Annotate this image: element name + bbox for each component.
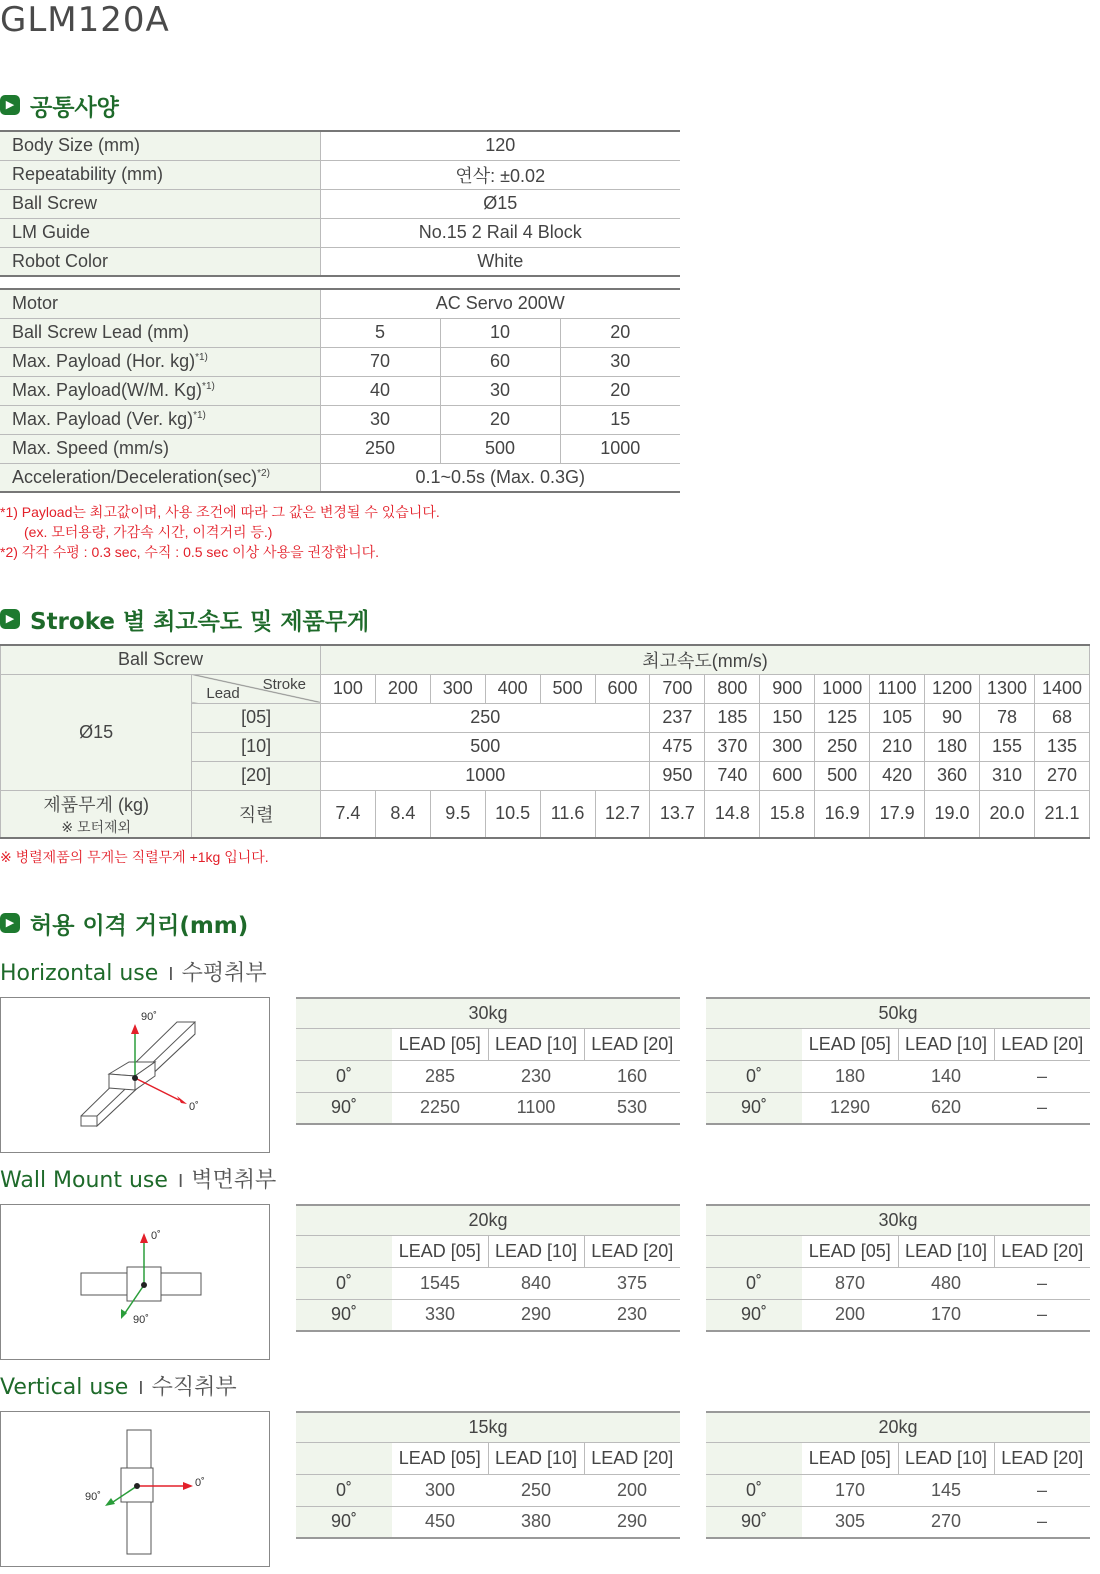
angle-90-label: 90˚: [133, 1314, 149, 1326]
stroke-value: 500: [540, 674, 595, 703]
weight-type: 직렬: [192, 790, 321, 838]
weight-value: 11.6: [540, 790, 595, 838]
speed-value: 68: [1034, 703, 1089, 732]
distance-value: 290: [488, 1299, 584, 1331]
angle-row: [296, 1506, 680, 1538]
spec-value: 30: [560, 347, 680, 376]
weight-value: 20.0: [980, 790, 1035, 838]
stroke-value: 400: [485, 674, 540, 703]
load-value: 30kg: [296, 998, 680, 1028]
use-subtitle: [0, 956, 267, 987]
lead-header: LEAD [10]: [488, 1442, 584, 1474]
blank-corner: [296, 1235, 392, 1267]
spec-label: [0, 347, 320, 376]
angle-90-label: 90˚: [141, 1011, 157, 1023]
spec-notes: [0, 502, 440, 562]
lead-header-row: [296, 1442, 680, 1474]
horizontal-use-diagram: [0, 997, 270, 1153]
footnote-ref: *1): [193, 410, 206, 421]
speed-value: 270: [1034, 761, 1089, 790]
offset-distance-table: [706, 1204, 1090, 1332]
distance-value: 140: [898, 1060, 994, 1092]
offset-distance-table: [296, 1204, 680, 1332]
lead-axis-label: Lead: [206, 684, 240, 702]
merged-speed: 1000: [320, 761, 649, 790]
speed-value: 950: [650, 761, 705, 790]
weight-sub-text: ※ 모터제외: [61, 818, 132, 835]
spec-value: 500: [440, 434, 560, 463]
distance-value: 480: [898, 1267, 994, 1299]
stroke-value: 1400: [1034, 674, 1089, 703]
speed-value: 420: [870, 761, 925, 790]
distance-value: –: [994, 1474, 1090, 1506]
stroke-axis-label: Stroke: [262, 675, 306, 693]
lead-header: LEAD [20]: [584, 1235, 680, 1267]
lead-header-row: [296, 1235, 680, 1267]
spec-label: Robot Color: [0, 247, 320, 276]
speed-value: 105: [870, 703, 925, 732]
angle-row: [706, 1506, 1090, 1538]
speed-value: 135: [1034, 732, 1089, 761]
stroke-value: 900: [760, 674, 815, 703]
distance-value: 290: [584, 1506, 680, 1538]
stroke-value: 800: [705, 674, 760, 703]
distance-value: 270: [898, 1506, 994, 1538]
stroke-header-row: [1, 645, 1090, 674]
angle-row: [296, 1267, 680, 1299]
lead-header: LEAD [05]: [802, 1442, 898, 1474]
lead-header: LEAD [10]: [488, 1028, 584, 1060]
speed-value: 600: [760, 761, 815, 790]
weight-value: 14.8: [705, 790, 760, 838]
angle-label: 90˚: [706, 1092, 802, 1124]
weight-value: 12.7: [595, 790, 650, 838]
note-2: *2) 각각 수평 : 0.3 sec, 수직 : 0.5 sec 이상 사용을 권장합니다.: [0, 544, 380, 560]
stroke-value: 300: [430, 674, 485, 703]
spec-value: 60: [440, 347, 560, 376]
vertical-use-diagram: [0, 1411, 270, 1567]
spec-value: 30: [440, 376, 560, 405]
stroke-value: 100: [320, 674, 375, 703]
spec-value: 70: [320, 347, 440, 376]
weight-value: 16.9: [815, 790, 870, 838]
use-name-kr: 수직취부: [151, 1375, 237, 1400]
distance-value: 450: [392, 1506, 488, 1538]
separator: I: [177, 1171, 184, 1192]
spec-label: LM Guide: [0, 218, 320, 247]
offset-distance-table: [296, 1411, 680, 1539]
spec-value: 30: [320, 405, 440, 434]
blank-corner: [296, 1442, 392, 1474]
distance-value: 1290: [802, 1092, 898, 1124]
stroke-value: 1300: [980, 674, 1035, 703]
distance-value: 375: [584, 1267, 680, 1299]
distance-value: 145: [898, 1474, 994, 1506]
stroke-value: 1100: [870, 674, 925, 703]
weight-value: 15.8: [760, 790, 815, 838]
angle-90-label: 90˚: [85, 1491, 101, 1503]
speed-value: 125: [815, 703, 870, 732]
speed-value: 155: [980, 732, 1035, 761]
lead-value: [05]: [192, 703, 321, 732]
spec-row-accel: [0, 463, 680, 492]
blank-corner: [296, 1028, 392, 1060]
distance-value: 870: [802, 1267, 898, 1299]
angle-0-label: 0˚: [151, 1230, 161, 1242]
weight-value: 19.0: [925, 790, 980, 838]
section-common-header: [0, 90, 119, 120]
spec-value: 20: [560, 318, 680, 347]
lead-header: LEAD [05]: [802, 1235, 898, 1267]
angle-label: 0˚: [706, 1060, 802, 1092]
offset-distance-table: [706, 1411, 1090, 1539]
spec-value: No.15 2 Rail 4 Block: [320, 218, 680, 247]
spec-value: 40: [320, 376, 440, 405]
load-header-row: [296, 998, 680, 1028]
lead-header: LEAD [05]: [802, 1028, 898, 1060]
weight-value: 7.4: [320, 790, 375, 838]
stroke-value: 1000: [815, 674, 870, 703]
angle-0-label: 0˚: [195, 1477, 205, 1489]
distance-value: 285: [392, 1060, 488, 1092]
footnote-ref: *1): [195, 352, 208, 363]
ballscrew-diameter: Ø15: [1, 674, 192, 790]
angle-row: [706, 1474, 1090, 1506]
distance-value: 1100: [488, 1092, 584, 1124]
spec-label: [0, 434, 320, 463]
speed-value: 740: [705, 761, 760, 790]
note-1-example: (ex. 모터용량, 가감속 시간, 이격거리 등.): [24, 524, 273, 540]
merged-speed: 250: [320, 703, 649, 732]
distance-value: 180: [802, 1060, 898, 1092]
distance-value: 170: [898, 1299, 994, 1331]
section-title: 공통사양: [30, 94, 119, 121]
load-value: 20kg: [706, 1412, 1090, 1442]
distance-value: 300: [392, 1474, 488, 1506]
distance-value: –: [994, 1092, 1090, 1124]
lead-header: LEAD [20]: [994, 1442, 1090, 1474]
stroke-value: 1200: [925, 674, 980, 703]
distance-value: –: [994, 1060, 1090, 1092]
spec-label-text: Max. Payload (Ver. kg): [12, 409, 194, 429]
stroke-note: ※ 병렬제품의 무게는 직렬무게 +1kg 입니다.: [0, 849, 269, 865]
spec-label-text: Acceleration/Deceleration(sec): [12, 466, 258, 487]
weight-value: 21.1: [1034, 790, 1089, 838]
load-header-row: [296, 1205, 680, 1235]
spec-label: [0, 318, 320, 347]
angle-row: [706, 1267, 1090, 1299]
ballscrew-header: Ball Screw: [1, 645, 321, 674]
spec-value: White: [320, 247, 680, 276]
distance-value: 2250: [392, 1092, 488, 1124]
speed-value: 300: [760, 732, 815, 761]
spec-row: [0, 347, 680, 376]
lead-header-row: [706, 1235, 1090, 1267]
spec-value: 0.1~0.5s (Max. 0.3G): [320, 463, 680, 492]
load-header-row: [706, 1205, 1090, 1235]
stroke-speed-table: [0, 644, 1090, 839]
section-bullet-icon: ▶: [0, 95, 20, 115]
lead-header: LEAD [10]: [898, 1235, 994, 1267]
spec-row: [0, 218, 680, 247]
footnote-ref: *2): [257, 467, 270, 479]
page-title: GLM120A: [0, 0, 170, 40]
spec-value: 15: [560, 405, 680, 434]
footnote-ref: *1): [202, 381, 215, 392]
spec-value: 1000: [560, 434, 680, 463]
distance-value: 160: [584, 1060, 680, 1092]
separator: I: [168, 964, 174, 985]
speed-value: 370: [705, 732, 760, 761]
spec-row: [0, 189, 680, 218]
angle-label: 0˚: [296, 1267, 392, 1299]
section-distance-header: [0, 908, 248, 938]
lead-header: LEAD [05]: [392, 1235, 488, 1267]
spec-value: 5: [320, 318, 440, 347]
angle-row: [296, 1299, 680, 1331]
distance-value: 200: [584, 1474, 680, 1506]
angle-0-label: 0˚: [189, 1101, 199, 1113]
spec-table-basic: [0, 130, 680, 277]
offset-distance-table: [296, 997, 680, 1125]
blank-corner: [706, 1442, 802, 1474]
use-subtitle: [0, 1370, 237, 1401]
speed-value: 150: [760, 703, 815, 732]
angle-label: 90˚: [706, 1299, 802, 1331]
max-speed-header: 최고속도(mm/s): [320, 645, 1089, 674]
lead-header-row: [706, 1442, 1090, 1474]
use-subtitle: [0, 1163, 276, 1194]
spec-label-text: Max. Payload (Hor. kg): [12, 351, 196, 371]
distance-value: 380: [488, 1506, 584, 1538]
angle-row: [296, 1092, 680, 1124]
angle-label: 90˚: [296, 1092, 392, 1124]
spec-row-motor: [0, 289, 680, 318]
spec-value: 20: [560, 376, 680, 405]
speed-value: 180: [925, 732, 980, 761]
lead-header: LEAD [05]: [392, 1028, 488, 1060]
spec-value: 10: [440, 318, 560, 347]
separator: I: [138, 1378, 144, 1399]
speed-value: 250: [815, 732, 870, 761]
use-name: Horizontal use: [0, 961, 159, 986]
angle-row: [296, 1474, 680, 1506]
use-name-kr: 수평취부: [181, 961, 267, 986]
lead-header: LEAD [10]: [898, 1028, 994, 1060]
stroke-value: 600: [595, 674, 650, 703]
angle-row: [296, 1060, 680, 1092]
load-header-row: [706, 998, 1090, 1028]
spec-row: [0, 131, 680, 160]
angle-label: 90˚: [706, 1506, 802, 1538]
distance-value: 330: [392, 1299, 488, 1331]
lead-header: LEAD [10]: [898, 1442, 994, 1474]
lead-stroke-diagonal-header: [192, 674, 321, 703]
section-title: Stroke 별 최고속도 및 제품무게: [30, 608, 370, 635]
angle-label: 0˚: [296, 1474, 392, 1506]
note-1: *1) Payload는 최고값이며, 사용 조건에 따라 그 값은 변경될 수 있습니다.: [0, 504, 440, 520]
spec-value: 연삭: ±0.02: [320, 160, 680, 189]
spec-label: Motor: [0, 289, 320, 318]
weight-value: 9.5: [430, 790, 485, 838]
spec-value: Ø15: [320, 189, 680, 218]
merged-speed: 500: [320, 732, 649, 761]
weight-value: 10.5: [485, 790, 540, 838]
spec-row: [0, 434, 680, 463]
speed-value: 185: [705, 703, 760, 732]
speed-value: 78: [980, 703, 1035, 732]
lead-header-row: [706, 1028, 1090, 1060]
spec-label-text: Ball Screw Lead (mm): [12, 322, 190, 342]
spec-label: Ball Screw: [0, 189, 320, 218]
spec-label-text: Max. Speed (mm/s): [12, 438, 170, 458]
angle-row: [706, 1092, 1090, 1124]
weight-label: [1, 790, 192, 838]
lead-header: LEAD [20]: [584, 1028, 680, 1060]
section-bullet-icon: ▶: [0, 913, 20, 933]
speed-value: 237: [650, 703, 705, 732]
distance-value: 620: [898, 1092, 994, 1124]
load-value: 50kg: [706, 998, 1090, 1028]
load-header-row: [706, 1412, 1090, 1442]
speed-value: 475: [650, 732, 705, 761]
spec-row: [0, 376, 680, 405]
use-name: Wall Mount use: [0, 1168, 168, 1193]
use-name: Vertical use: [0, 1375, 129, 1400]
section-stroke-header: [0, 604, 369, 634]
lead-header-row: [296, 1028, 680, 1060]
distance-value: 230: [488, 1060, 584, 1092]
distance-value: 840: [488, 1267, 584, 1299]
distance-value: 250: [488, 1474, 584, 1506]
offset-distance-table: [706, 997, 1090, 1125]
distance-value: –: [994, 1267, 1090, 1299]
lead-header: LEAD [20]: [994, 1235, 1090, 1267]
load-value: 30kg: [706, 1205, 1090, 1235]
lead-value: [10]: [192, 732, 321, 761]
angle-row: [706, 1060, 1090, 1092]
distance-value: 1545: [392, 1267, 488, 1299]
speed-value: 500: [815, 761, 870, 790]
use-name-kr: 벽면취부: [191, 1168, 277, 1193]
distance-value: –: [994, 1299, 1090, 1331]
spec-row: [0, 318, 680, 347]
angle-row: [706, 1299, 1090, 1331]
spec-row: [0, 160, 680, 189]
spec-label: Body Size (mm): [0, 131, 320, 160]
angle-label: 90˚: [296, 1506, 392, 1538]
spec-row: [0, 247, 680, 276]
angle-label: 90˚: [296, 1299, 392, 1331]
lead-header: LEAD [20]: [994, 1028, 1090, 1060]
angle-label: 0˚: [296, 1060, 392, 1092]
spec-value: 250: [320, 434, 440, 463]
lead-header: LEAD [10]: [488, 1235, 584, 1267]
speed-value: 90: [925, 703, 980, 732]
spec-label-text: Max. Payload(W/M. Kg): [12, 380, 203, 400]
weight-value: 8.4: [375, 790, 430, 838]
distance-value: 530: [584, 1092, 680, 1124]
lead-header: LEAD [05]: [392, 1442, 488, 1474]
distance-value: –: [994, 1506, 1090, 1538]
angle-label: 0˚: [706, 1474, 802, 1506]
blank-corner: [706, 1235, 802, 1267]
spec-label: [0, 405, 320, 434]
load-header-row: [296, 1412, 680, 1442]
distance-value: 230: [584, 1299, 680, 1331]
spec-value: AC Servo 200W: [320, 289, 680, 318]
spec-value: 120: [320, 131, 680, 160]
spec-value: 20: [440, 405, 560, 434]
speed-value: 360: [925, 761, 980, 790]
stroke-value: 700: [650, 674, 705, 703]
load-value: 15kg: [296, 1412, 680, 1442]
weight-value: 17.9: [870, 790, 925, 838]
distance-value: 305: [802, 1506, 898, 1538]
section-title: 허용 이격 거리(mm): [30, 912, 249, 939]
weight-label-text: 제품무게 (kg): [43, 794, 149, 815]
spec-label: [0, 463, 320, 492]
spec-label: Repeatability (mm): [0, 160, 320, 189]
angle-label: 0˚: [706, 1267, 802, 1299]
stroke-values-row: [1, 674, 1090, 703]
speed-value: 210: [870, 732, 925, 761]
spec-label: [0, 376, 320, 405]
load-value: 20kg: [296, 1205, 680, 1235]
section-bullet-icon: ▶: [0, 609, 20, 629]
distance-value: 200: [802, 1299, 898, 1331]
spec-row: [0, 405, 680, 434]
speed-value: 310: [980, 761, 1035, 790]
stroke-value: 200: [375, 674, 430, 703]
lead-header: LEAD [20]: [584, 1442, 680, 1474]
weight-value: 13.7: [650, 790, 705, 838]
weight-row: [1, 790, 1090, 838]
wall-mount-use-diagram: [0, 1204, 270, 1360]
distance-value: 170: [802, 1474, 898, 1506]
blank-corner: [706, 1028, 802, 1060]
spec-table-motor: [0, 288, 680, 493]
lead-value: [20]: [192, 761, 321, 790]
